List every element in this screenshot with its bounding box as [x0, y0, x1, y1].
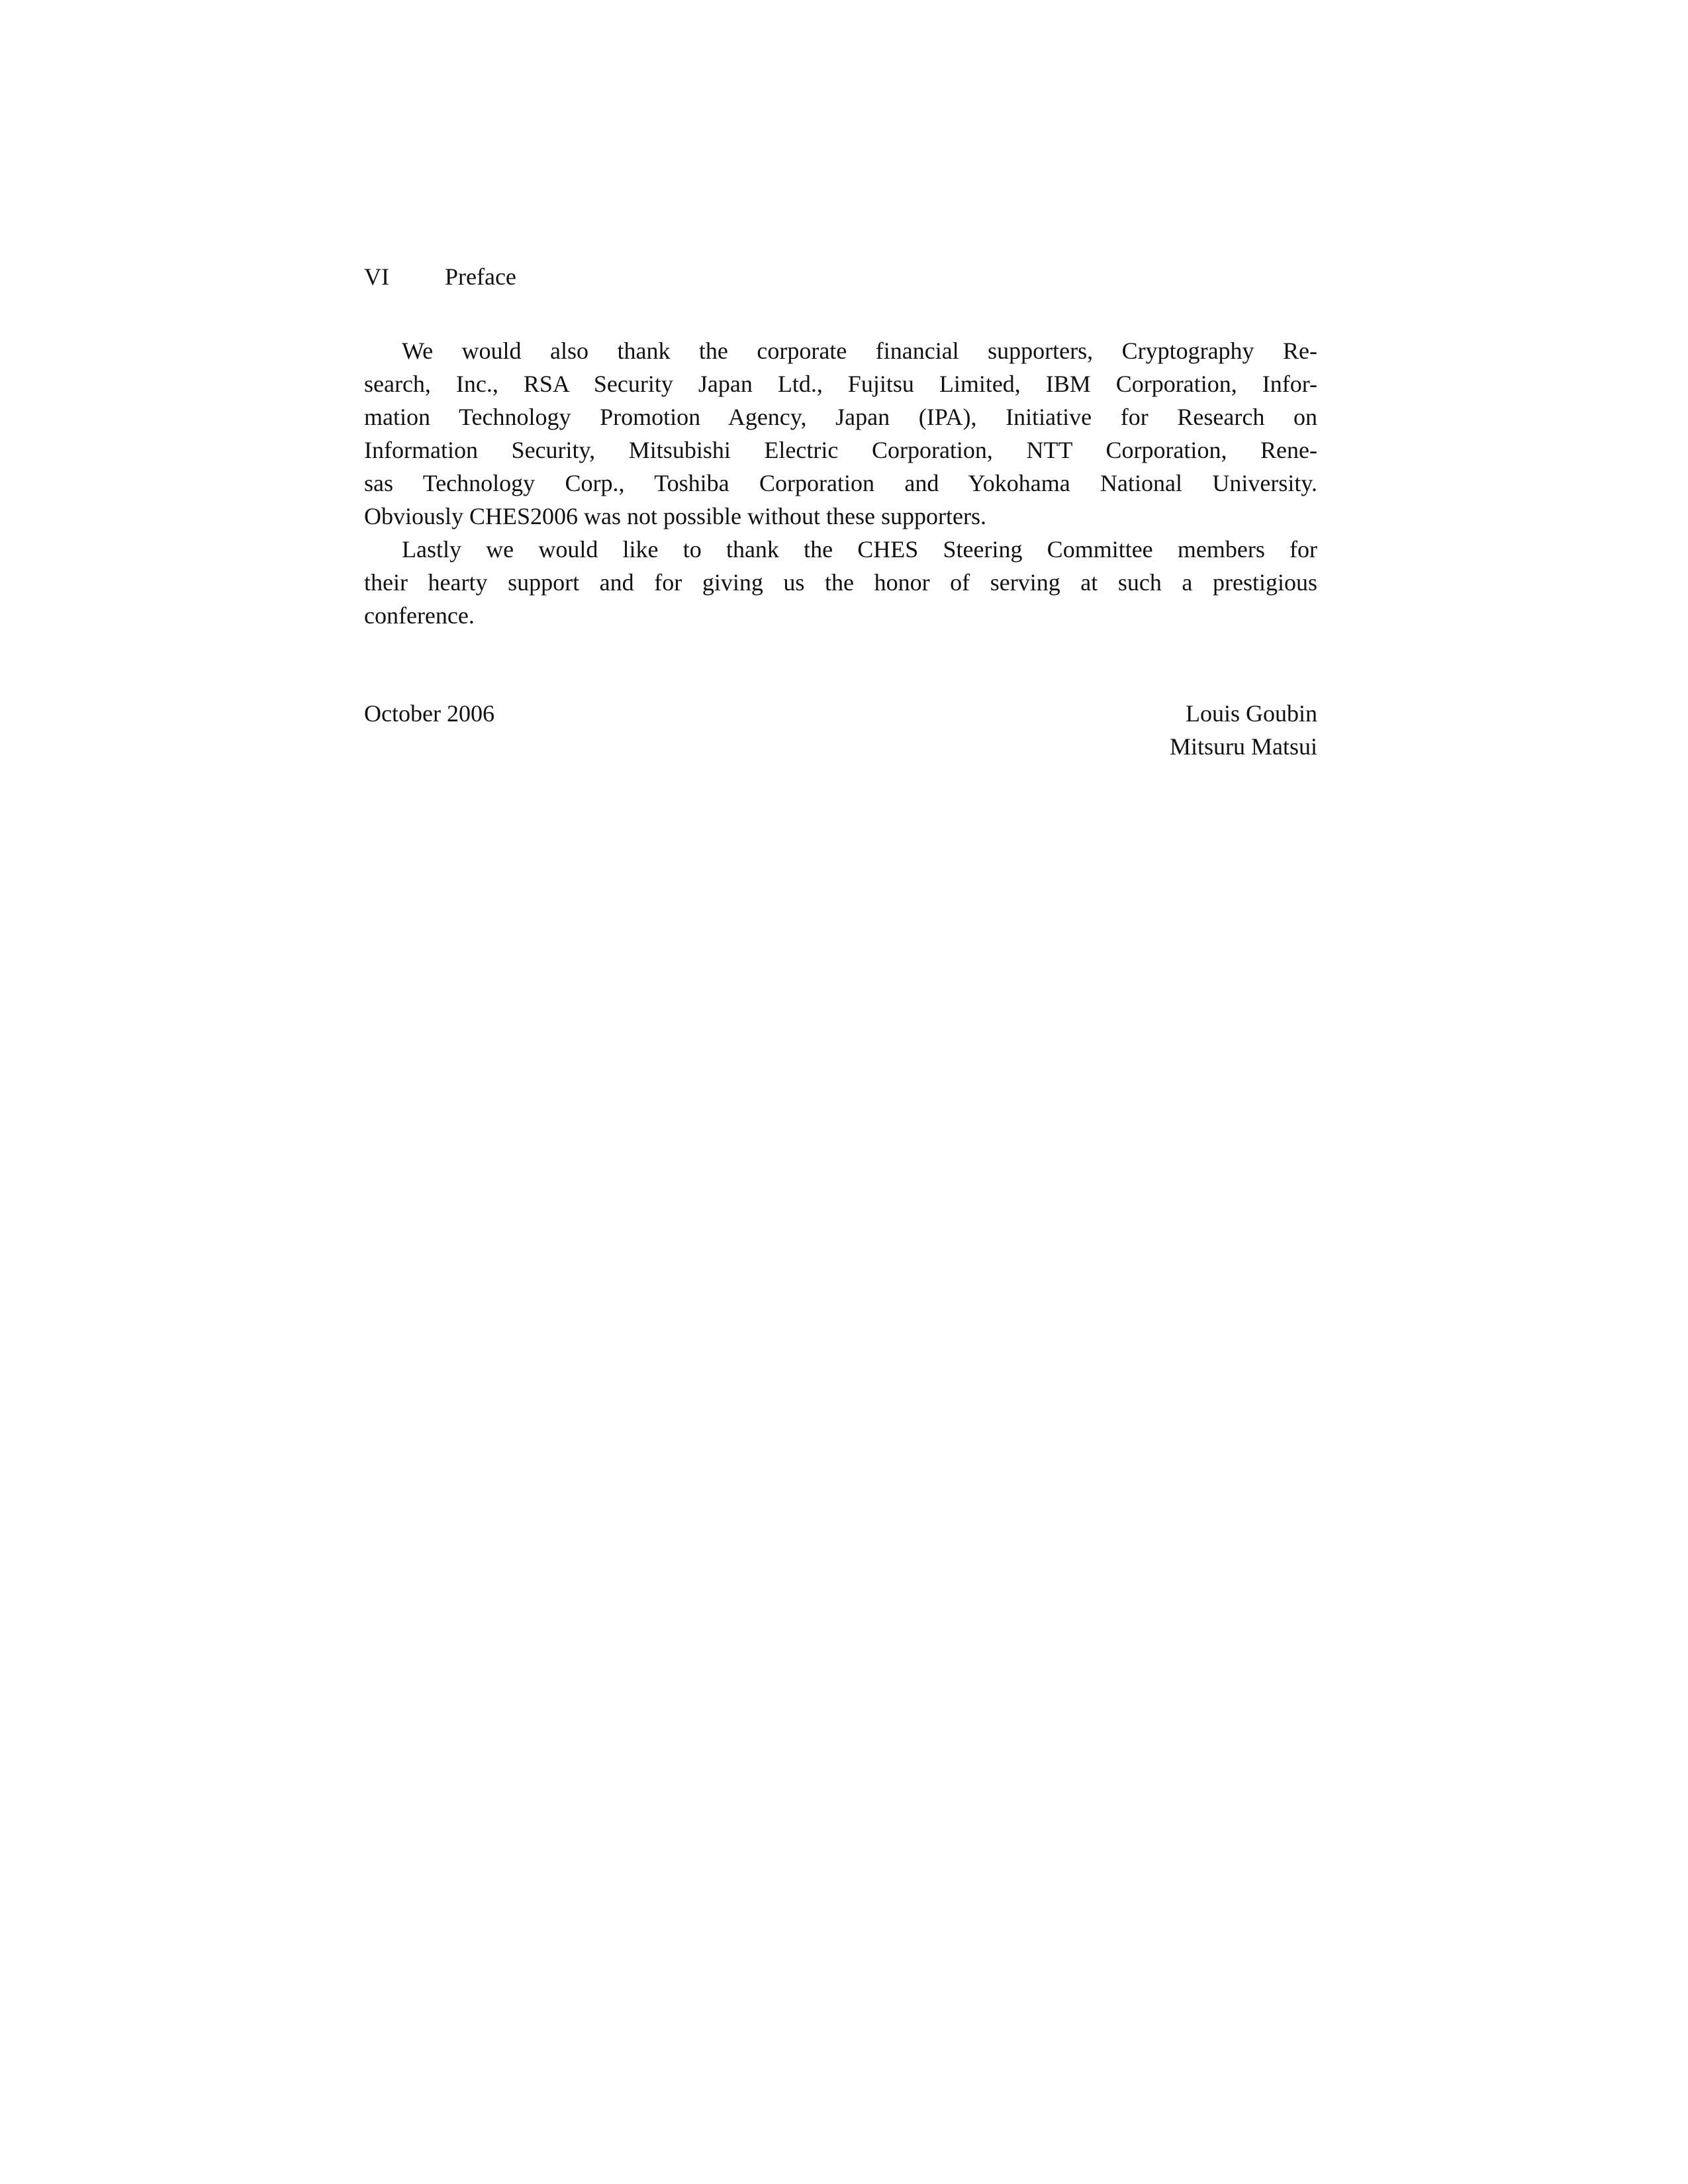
running-head-title: Preface	[445, 263, 516, 290]
signature-block	[364, 697, 1317, 763]
running-head	[364, 260, 1317, 293]
signature-date: October 2006	[364, 700, 494, 727]
paragraph-acknowledgements	[364, 334, 1317, 533]
text-line: conference.	[364, 602, 475, 629]
text-line: Lastly we would like to thank the CHES Steering Committee members for	[402, 536, 1317, 563]
signature-row	[364, 730, 1317, 763]
paragraph-steering-committee	[364, 533, 1317, 632]
text-line: their hearty support and for giving us the honor of serving at such a prestigious	[364, 569, 1317, 596]
signature-name: Louis Goubin	[1185, 700, 1317, 727]
page-number: VI	[364, 263, 389, 290]
signature-name: Mitsuru Matsui	[1169, 733, 1317, 760]
text-line: mation Technology Promotion Agency, Japan (IPA), Initiative for Research on	[364, 404, 1317, 430]
text-line: sas Technology Corp., Toshiba Corporation and Yokohama National University.	[364, 470, 1317, 496]
signature-row	[364, 697, 1317, 730]
text-block	[364, 260, 1317, 763]
text-line: Obviously CHES2006 was not possible without these supporters.	[364, 503, 986, 529]
text-line: We would also thank the corporate financial supporters, Cryptography Re-	[402, 338, 1317, 364]
text-line: Information Security, Mitsubishi Electric Corporation, NTT Corporation, Rene-	[364, 437, 1317, 463]
text-line: search, Inc., RSA Security Japan Ltd., Fujitsu Limited, IBM Corporation, Infor-	[364, 371, 1317, 397]
